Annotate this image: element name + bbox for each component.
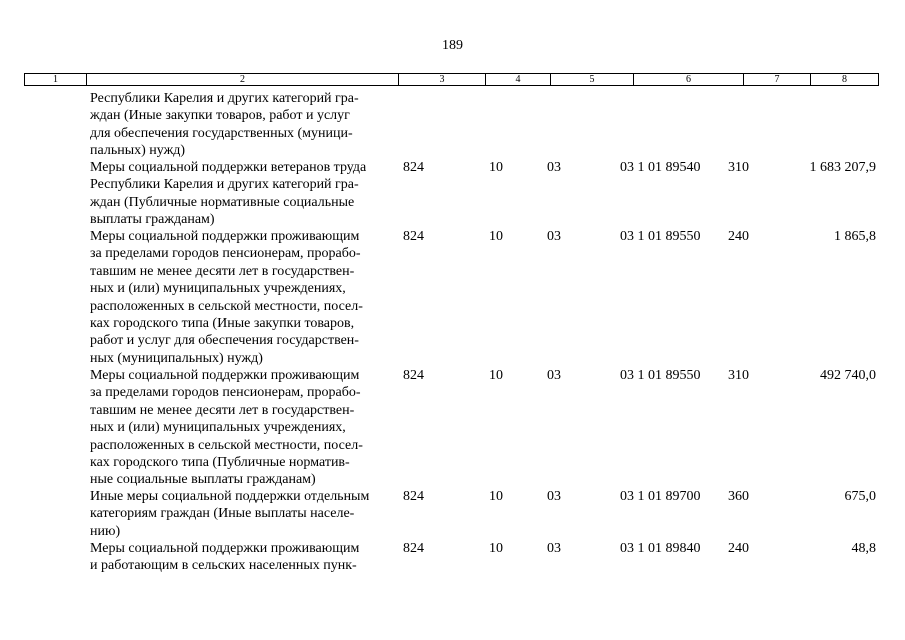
- row-target: 03 1 01 89840: [620, 541, 701, 556]
- row-amount: 48,8: [851, 541, 876, 556]
- header-col-3: 3: [399, 74, 486, 85]
- row-amount: 1 683 207,9: [809, 160, 876, 175]
- table-header-row: [24, 73, 879, 86]
- row-section: 10: [489, 489, 503, 504]
- header-col-1: 1: [25, 74, 87, 85]
- row-name: Меры социальной поддержки проживающим за пределами городов пенсионерам, прорабо- тавшим не менее десяти лет в государствен- ных и (или) муниципальных учреждениях, расположенных в сельской местности, посел- ках городского типа (Иные закупки товаров, работ и услуг для обеспечения государствен- ных (муниципальных) нужд): [90, 229, 363, 366]
- row-type: 240: [728, 229, 749, 244]
- row-target: 03 1 01 89550: [620, 229, 701, 244]
- header-col-6: 6: [634, 74, 744, 85]
- row-amount: 1 865,8: [834, 229, 876, 244]
- row-subsection: 03: [547, 541, 561, 556]
- row-name: Меры социальной поддержки проживающим и работающим в сельских населенных пунк-: [90, 541, 360, 574]
- header-col-2: 2: [87, 74, 399, 85]
- row-amount: 675,0: [844, 489, 876, 504]
- row-ministry: 824: [403, 160, 424, 175]
- row-name: Республики Карелия и других категорий гра- ждан (Иные закупки товаров, работ и услуг для обеспечения государственных (муници- пальных) нужд): [90, 91, 359, 159]
- row-type: 310: [728, 160, 749, 175]
- header-col-8: 8: [842, 74, 847, 85]
- row-name: Меры социальной поддержки проживающим за пределами городов пенсионерам, прорабо- тавшим не менее десяти лет в государствен- ных и (или) муниципальных учреждениях, расположенных в сельской местности, посел- ках городского типа (Публичные норматив- ные социальные выплаты гражданам): [90, 368, 363, 488]
- row-ministry: 824: [403, 489, 424, 504]
- row-name: Иные меры социальной поддержки отдельным категориям граждан (Иные выплаты населе- нию): [90, 489, 370, 539]
- header-col-5: 5: [551, 74, 634, 85]
- row-ministry: 824: [403, 229, 424, 244]
- header-col-4: 4: [486, 74, 551, 85]
- row-type: 360: [728, 489, 749, 504]
- page-number: 189: [442, 38, 463, 53]
- row-subsection: 03: [547, 489, 561, 504]
- row-ministry: 824: [403, 541, 424, 556]
- row-type: 240: [728, 541, 749, 556]
- row-subsection: 03: [547, 160, 561, 175]
- header-col-7: 7: [744, 74, 811, 85]
- row-target: 03 1 01 89700: [620, 489, 701, 504]
- row-section: 10: [489, 160, 503, 175]
- row-ministry: 824: [403, 368, 424, 383]
- row-section: 10: [489, 541, 503, 556]
- row-name: Меры социальной поддержки ветеранов труда Республики Карелия и других категорий гра- ждан (Публичные нормативные социальные выплаты гражданам): [90, 160, 367, 228]
- row-subsection: 03: [547, 368, 561, 383]
- row-section: 10: [489, 368, 503, 383]
- row-target: 03 1 01 89550: [620, 368, 701, 383]
- row-amount: 492 740,0: [820, 368, 876, 383]
- row-type: 310: [728, 368, 749, 383]
- row-subsection: 03: [547, 229, 561, 244]
- row-section: 10: [489, 229, 503, 244]
- row-target: 03 1 01 89540: [620, 160, 701, 175]
